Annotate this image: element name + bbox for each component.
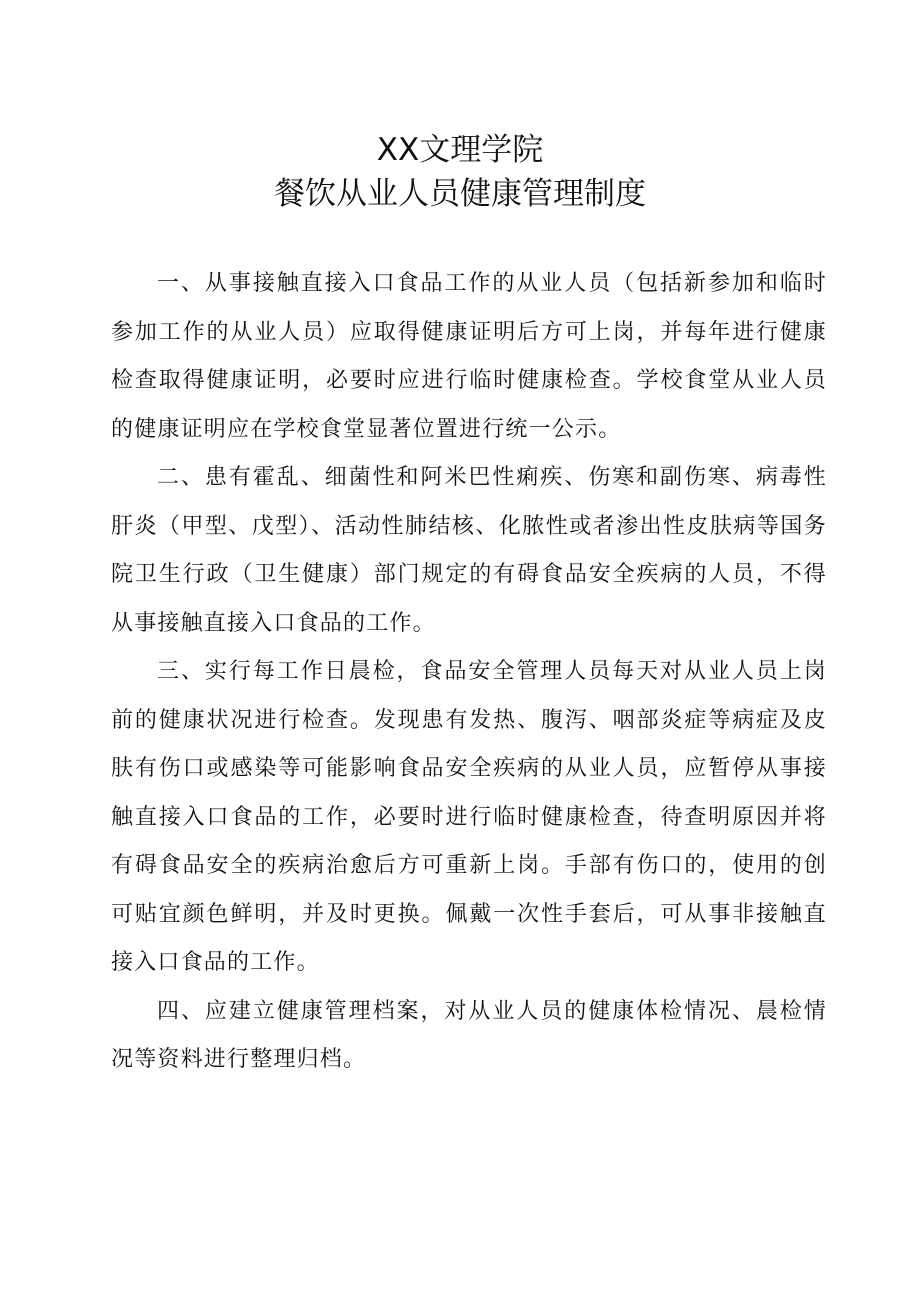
title-regulation: 餐饮从业人员健康管理制度 [274, 176, 646, 212]
paragraph-1: 一、从事接触直接入口食品工作的从业人员（包括新参加和临时参加工作的从业人员）应取得健康证明后方可上岗，并每年进行健康检查取得健康证明，必要时应进行临时健康检查。学校食堂从业人员的健康证明应在学校食堂显著位置进行统一公示。 [111, 271, 827, 442]
paragraph-2: 二、患有霍乱、细菌性和阿米巴性痢疾、伤寒和副伤寒、病毒性肝炎（甲型、戊型）、活动性肺结核、化脓性或者渗出性皮肤病等国务院卫生行政（卫生健康）部门规定的有碍食品安全疾病的人员，不得从事接触直接入口食品的工作。 [111, 465, 827, 636]
title-institution: XX文理学院 [376, 132, 544, 168]
document-title [0, 128, 920, 216]
paragraph-3: 三、实行每工作日晨检，食品安全管理人员每天对从业人员上岗前的健康状况进行检查。发现患有发热、腹泻、咽部炎症等病症及皮肤有伤口或感染等可能影响食品安全疾病的从业人员，应暂停从事接触直接入口食品的工作，必要时进行临时健康检查，待查明原因并将有碍食品安全的疾病治愈后方可重新上岗。手部有伤口的，使用的创可贴宜颜色鲜明，并及时更换。佩戴一次性手套后，可从事非接触直接入口食品的工作。 [111, 659, 827, 975]
document-body [111, 260, 827, 1085]
paragraph-4: 四、应建立健康管理档案，对从业人员的健康体检情况、晨检情况等资料进行整理归档。 [111, 998, 827, 1072]
